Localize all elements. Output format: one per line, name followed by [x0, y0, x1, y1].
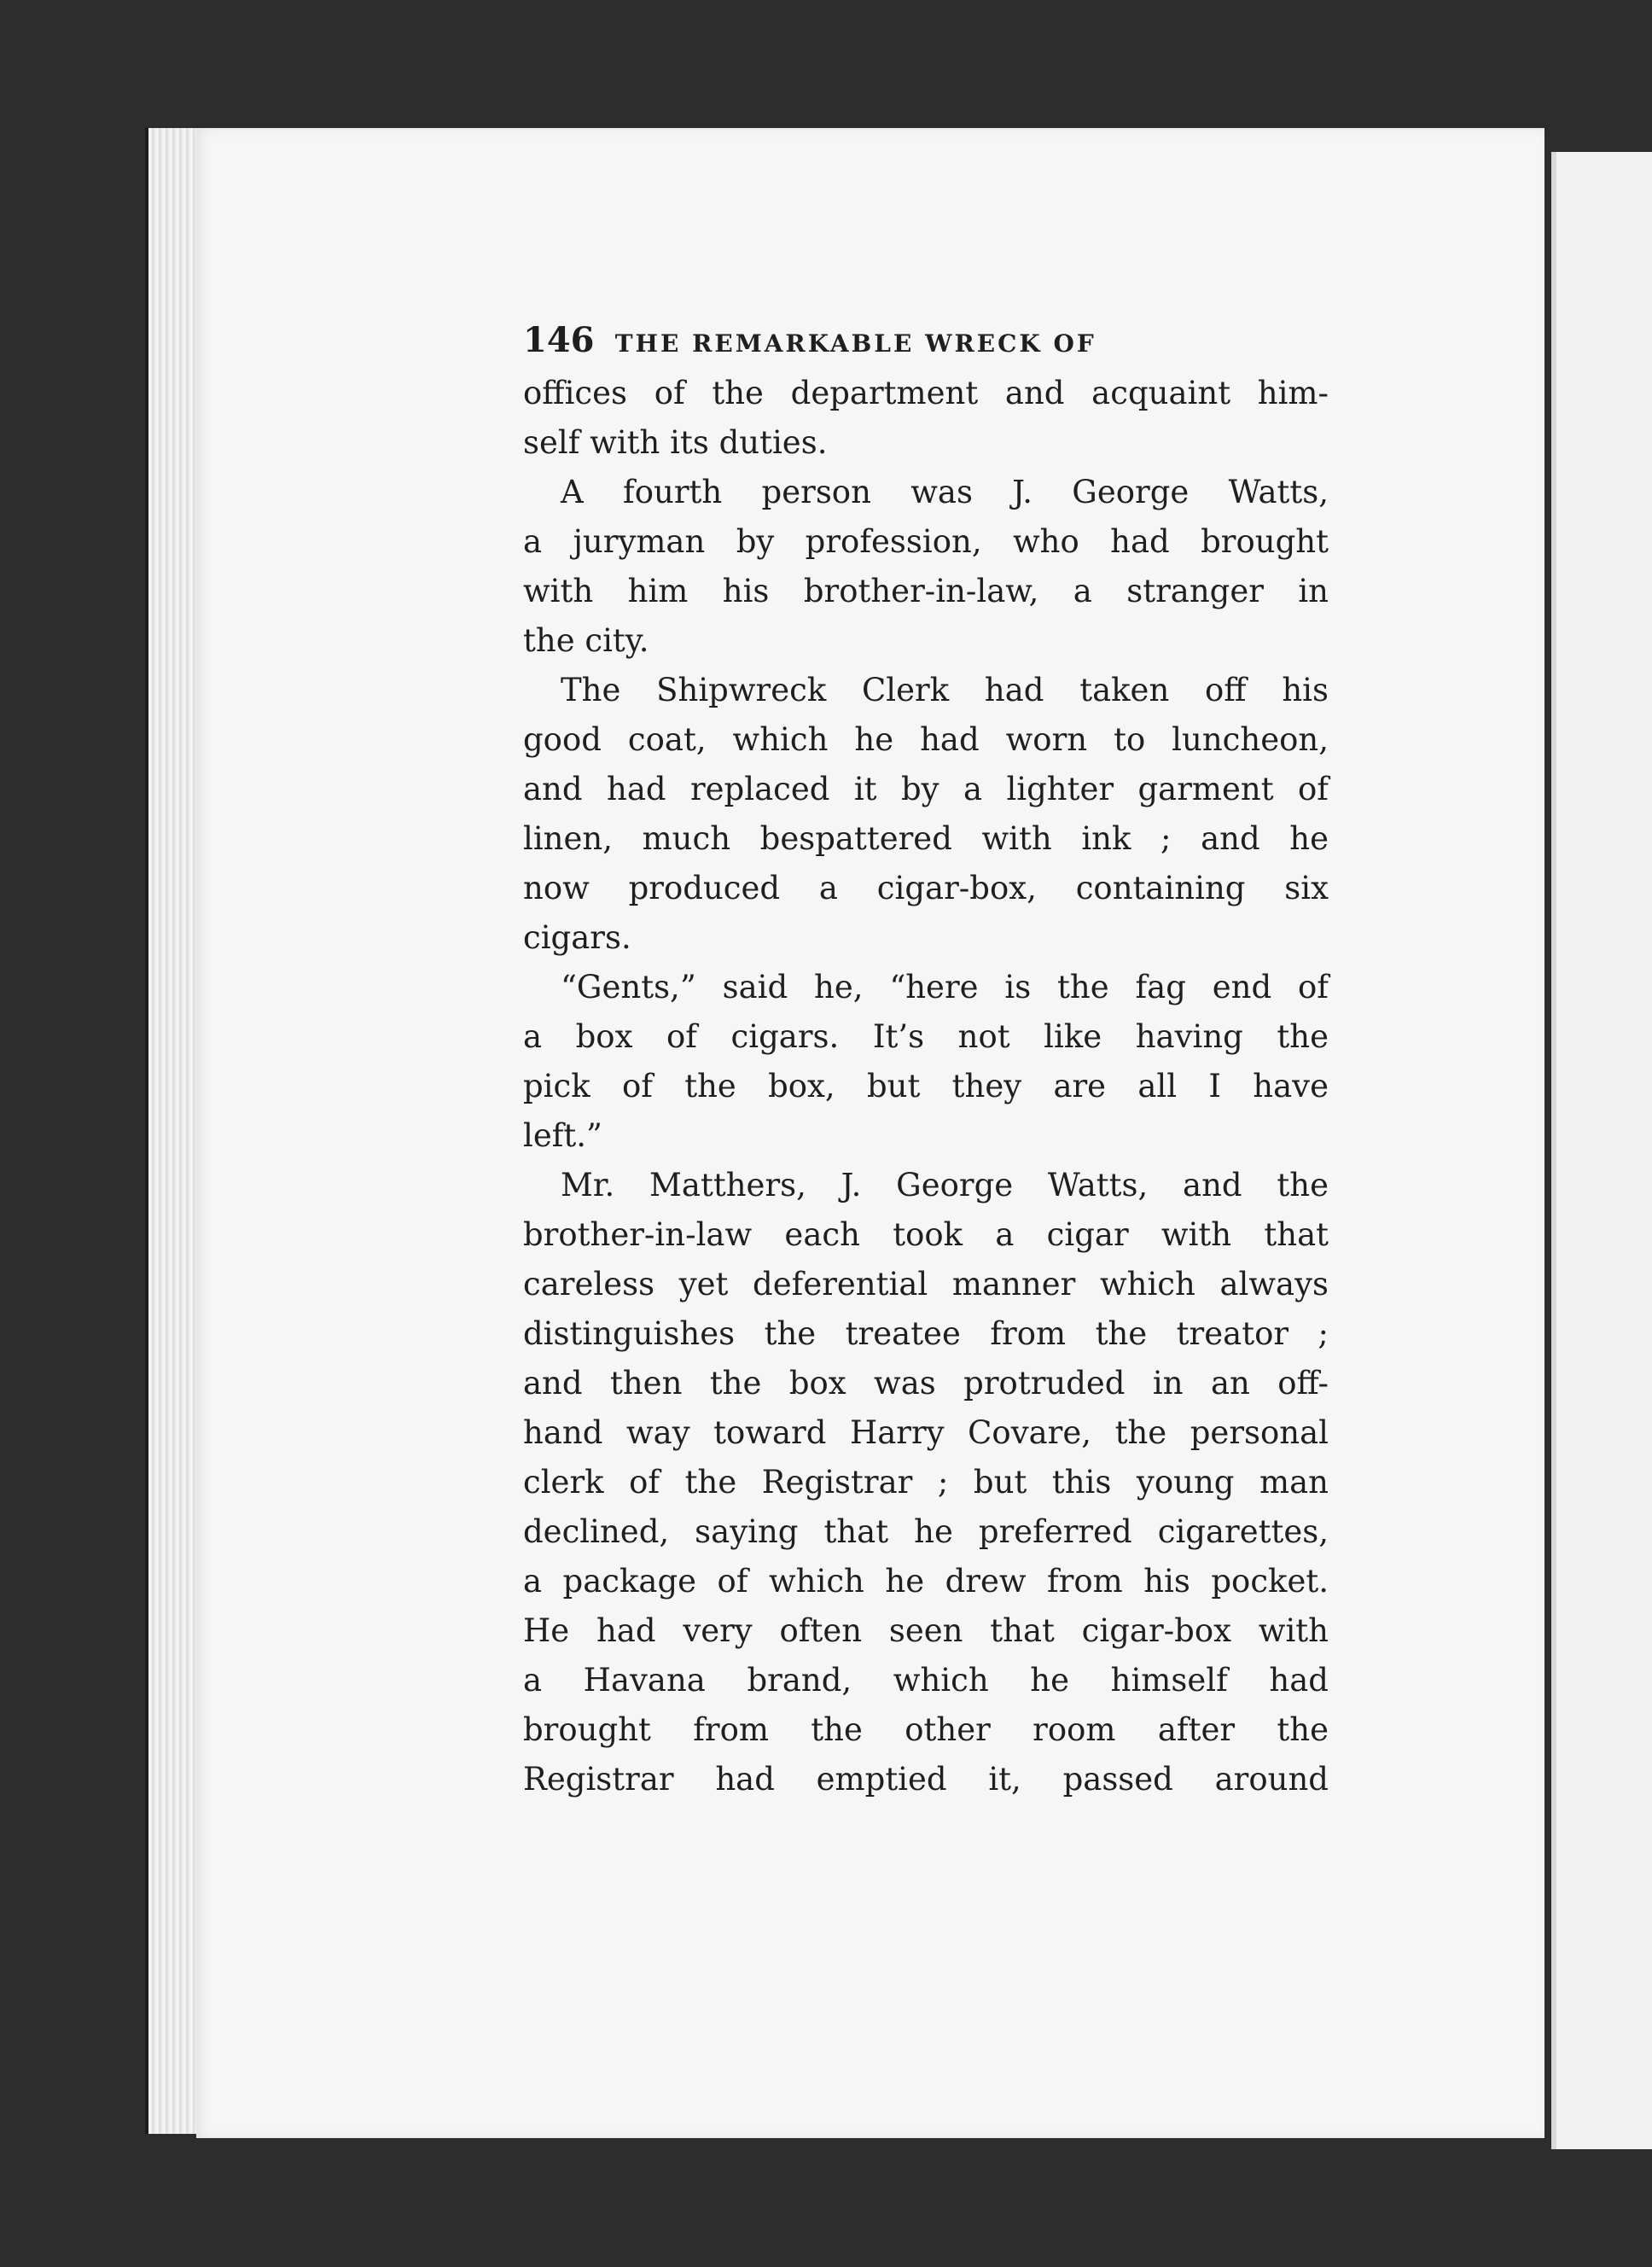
text-line: clerk of the Registrar ; but this young man — [523, 1464, 1329, 1501]
text-line: and had replaced it by a lighter garment of — [523, 771, 1329, 807]
text-line: Mr. Matthers, J. George Watts, and the — [561, 1167, 1329, 1203]
text-line: offices of the department and acquaint him- — [523, 375, 1329, 411]
text-line: He had very often seen that cigar-box with — [523, 1612, 1329, 1649]
text-line: a box of cigars. It’s not like having the — [523, 1018, 1329, 1055]
running-title: THE REMARKABLE WRECK OF — [614, 329, 1096, 358]
text-line: careless yet deferential manner which always — [523, 1266, 1329, 1303]
text-line: a juryman by profession, who had brought — [523, 523, 1329, 560]
text-line: cigars. — [523, 919, 631, 956]
text-line: pick of the box, but they are all I have — [523, 1068, 1329, 1104]
text-line: with him his brother-in-law, a stranger in — [523, 573, 1329, 609]
text-line: self with its duties. — [523, 424, 828, 461]
text-line: now produced a cigar-box, containing six — [523, 870, 1329, 906]
text-line: and then the box was protruded in an off- — [523, 1365, 1329, 1402]
text-line: hand way toward Harry Covare, the personal — [523, 1414, 1329, 1451]
text-line: declined, saying that he preferred cigarettes, — [523, 1513, 1329, 1550]
text-line: a package of which he drew from his pocket. — [523, 1563, 1329, 1600]
text-line: brought from the other room after the — [523, 1711, 1329, 1748]
text-line: A fourth person was J. George Watts, — [561, 474, 1329, 510]
text-line: the city. — [523, 622, 649, 659]
text-line: linen, much bespattered with ink ; and he — [523, 820, 1329, 857]
text-line: distinguishes the treatee from the treator ; — [523, 1315, 1329, 1352]
text-line: brother-in-law each took a cigar with that — [523, 1216, 1329, 1253]
page-number: 146 — [523, 320, 595, 360]
page-text-block — [523, 316, 1329, 1804]
text-line: a Havana brand, which he himself had — [523, 1662, 1329, 1699]
text-line: left.” — [523, 1117, 602, 1154]
text-line: The Shipwreck Clerk had taken off his — [561, 672, 1329, 708]
text-line: “Gents,” said he, “here is the fag end of — [561, 969, 1329, 1005]
text-line: Registrar had emptied it, passed around — [523, 1761, 1329, 1798]
running-head — [523, 316, 1329, 365]
right-book-page-edge — [1551, 152, 1652, 2149]
text-line: good coat, which he had worn to luncheon, — [523, 721, 1329, 758]
